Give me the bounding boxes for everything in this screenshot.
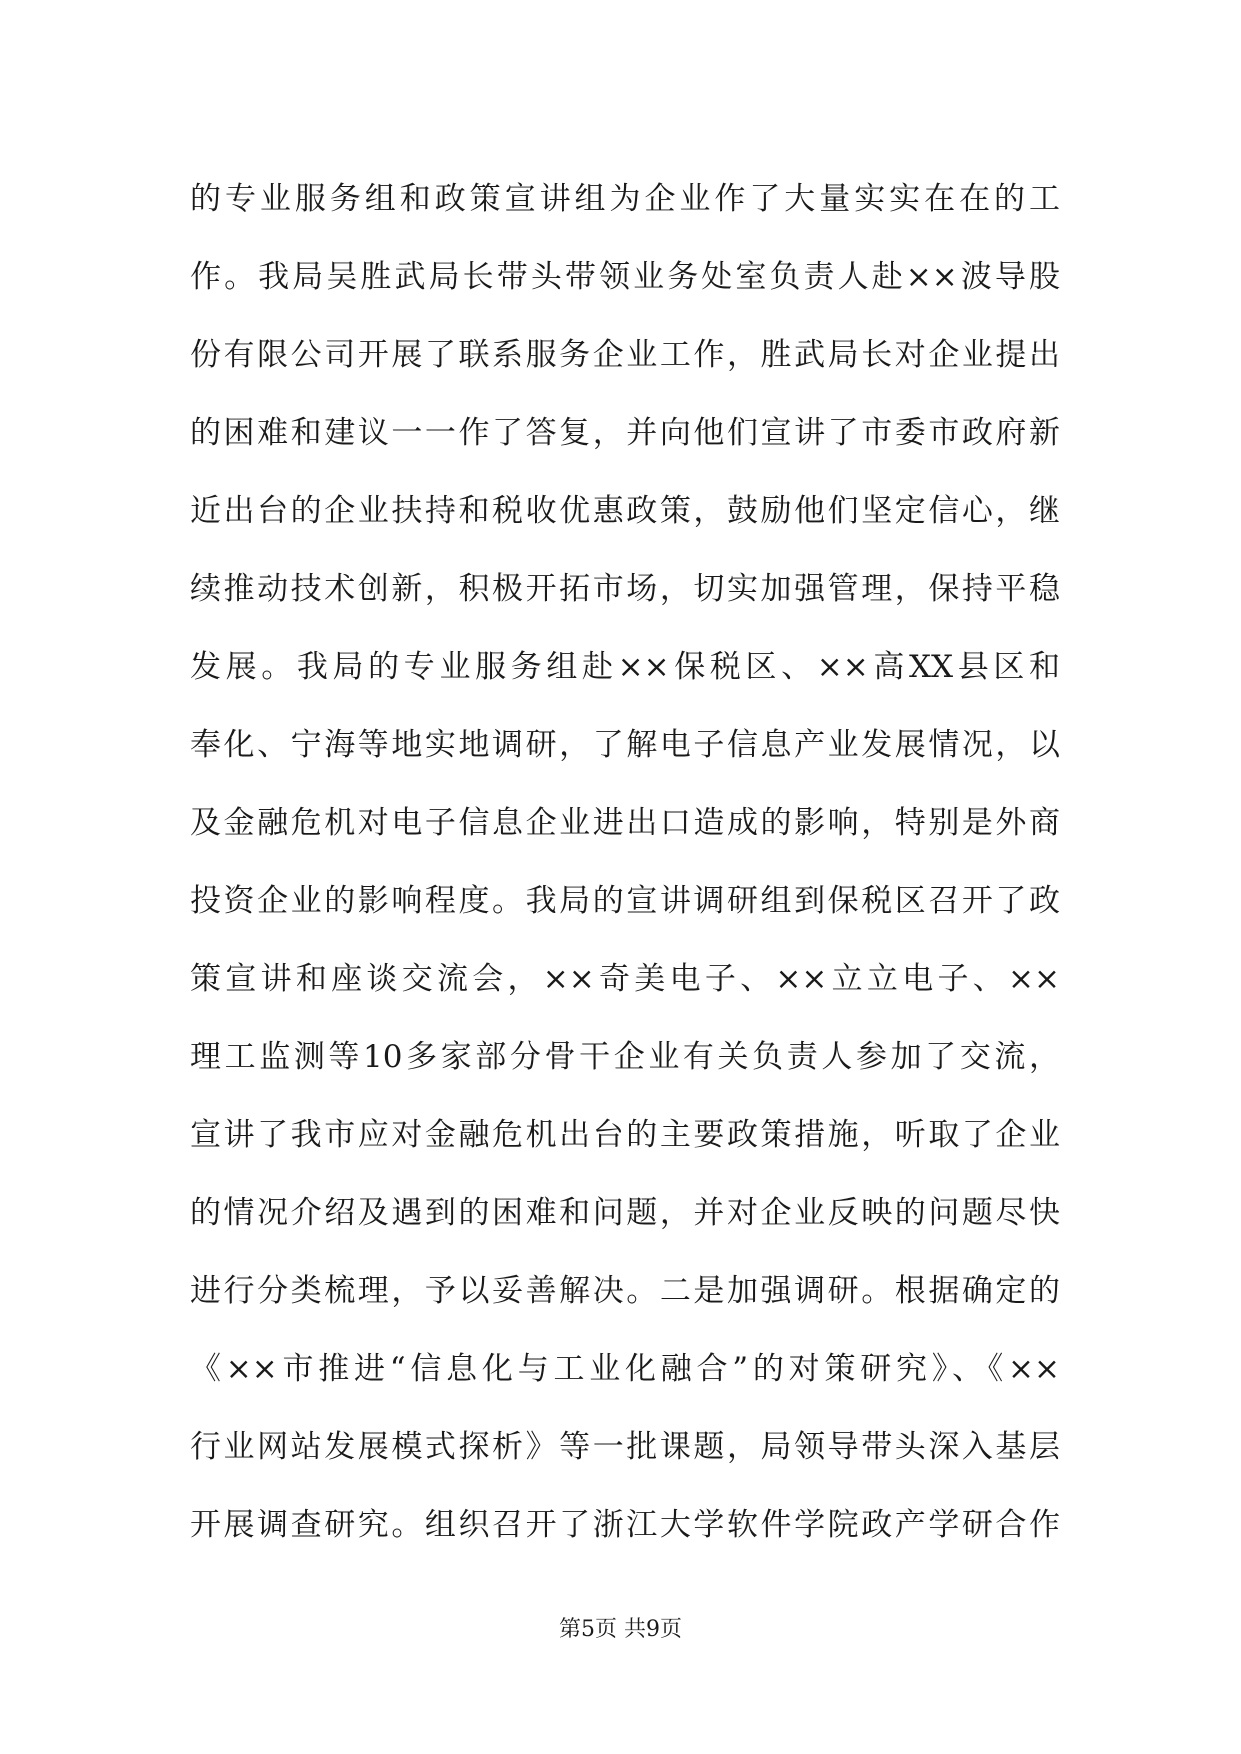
- text-line: 进行分类梳理，予以妥善解决。二是加强调研。根据确定的: [190, 1273, 1060, 1309]
- text-line: 行业网站发展模式探析》等一批课题，局领导带头深入基层: [190, 1429, 1060, 1465]
- text-line: 投资企业的影响程度。我局的宣讲调研组到保税区召开了政: [190, 883, 1060, 919]
- text-line: 开展调查研究。组织召开了浙江大学软件学院政产学研合作: [190, 1507, 1060, 1543]
- text-line: 及金融危机对电子信息企业进出口造成的影响，特别是外商: [190, 805, 1060, 841]
- text-line: 近出台的企业扶持和税收优惠政策，鼓励他们坚定信心，继: [190, 493, 1060, 529]
- text-line: 宣讲了我市应对金融危机出台的主要政策措施，听取了企业: [190, 1117, 1060, 1153]
- text-line: 理工监测等10多家部分骨干企业有关负责人参加了交流，: [190, 1039, 1060, 1075]
- text-line: 作。我局吴胜武局长带头带领业务处室负责人赴××波导股: [190, 259, 1060, 295]
- text-line: 的专业服务组和政策宣讲组为企业作了大量实实在在的工: [190, 181, 1060, 217]
- text-line: 续推动技术创新，积极开拓市场，切实加强管理，保持平稳: [190, 571, 1060, 607]
- text-line: 份有限公司开展了联系服务企业工作，胜武局长对企业提出: [190, 337, 1060, 373]
- text-line: 发展。我局的专业服务组赴××保税区、××高XX县区和: [190, 649, 1060, 685]
- text-line: 奉化、宁海等地实地调研，了解电子信息产业发展情况，以: [190, 727, 1060, 763]
- text-line: 策宣讲和座谈交流会，××奇美电子、××立立电子、××: [190, 961, 1060, 997]
- page-number-footer: 第5页 共9页: [559, 1617, 682, 1642]
- text-line: 《××市推进“信息化与工业化融合”的对策研究》、《××: [190, 1351, 1060, 1387]
- body-text: [190, 160, 1060, 1564]
- text-line: 的情况介绍及遇到的困难和问题，并对企业反映的问题尽快: [190, 1195, 1060, 1231]
- text-line: 的困难和建议一一作了答复，并向他们宣讲了市委市政府新: [190, 415, 1060, 451]
